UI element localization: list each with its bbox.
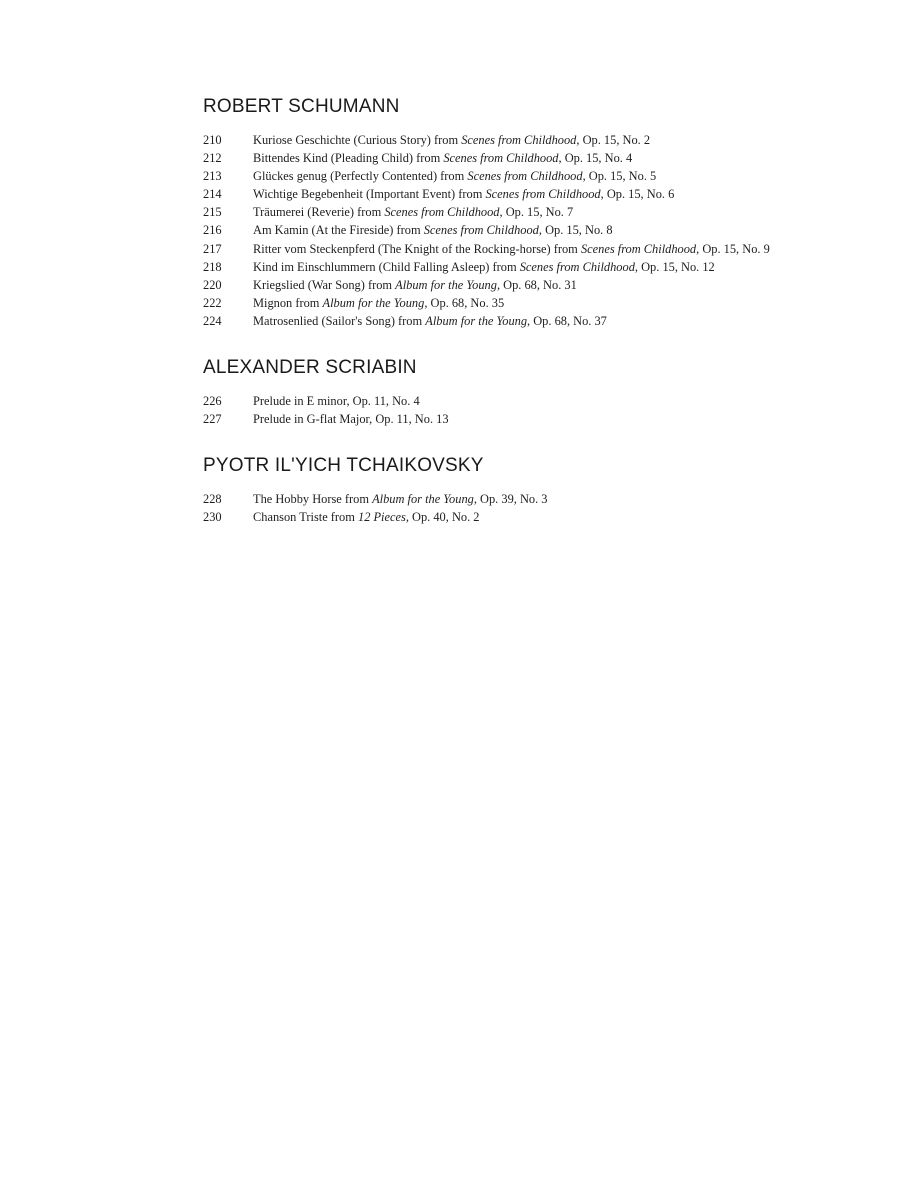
- piece-title: The Hobby Horse from Album for the Young, Op. 39, No. 3: [253, 492, 548, 506]
- page-number: 224: [203, 313, 222, 328]
- piece-title: Prelude in G-flat Major, Op. 11, No. 13: [253, 412, 449, 427]
- list-item: [203, 167, 883, 185]
- source-title: Album for the Young: [372, 492, 474, 506]
- page-number: 218: [203, 259, 222, 274]
- list-item: [203, 221, 883, 239]
- source-title: Scenes from Childhood: [519, 259, 635, 274]
- source-title: Album for the Young: [322, 295, 425, 310]
- source-title: Scenes from Childhood: [461, 133, 577, 147]
- page-number: 210: [203, 133, 222, 147]
- list-item: [203, 203, 883, 221]
- piece-title: Chanson Triste from 12 Pieces, Op. 40, No. 2: [253, 510, 480, 525]
- piece-title: Matrosenlied (Sailor's Song) from Album for the Young, Op. 68, No. 37: [253, 313, 607, 328]
- source-title: Scenes from Childhood: [423, 223, 539, 238]
- piece-title: Prelude in E minor, Op. 11, No. 4: [253, 394, 420, 408]
- list-item: [203, 185, 883, 203]
- composer-section-schumann: [203, 96, 883, 330]
- source-title: Album for the Young: [395, 277, 497, 292]
- page-number: 228: [203, 492, 222, 506]
- list-item: [203, 508, 883, 526]
- composer-heading: ALEXANDER SCRIABIN: [203, 357, 417, 378]
- list-item: [203, 312, 883, 330]
- composer-section-scriabin: [203, 357, 883, 428]
- page-number: 220: [203, 277, 222, 292]
- source-title: Scenes from Childhood: [485, 187, 601, 202]
- page-number: 215: [203, 205, 222, 220]
- list-item: [203, 392, 883, 410]
- page-number: 230: [203, 510, 222, 525]
- piece-title: Wichtige Begebenheit (Important Event) from Scenes from Childhood, Op. 15, No. 6: [253, 187, 675, 202]
- source-title: Scenes from Childhood: [384, 205, 500, 220]
- piece-title: Ritter vom Steckenpferd (The Knight of the Rocking-horse) from Scenes from Childhood, Op. 15, No. 9: [253, 241, 770, 256]
- page-number: 214: [203, 187, 222, 202]
- page-number: 213: [203, 169, 222, 184]
- composer-heading: ROBERT SCHUMANN: [203, 96, 400, 117]
- piece-title: Bittendes Kind (Pleading Child) from Scenes from Childhood, Op. 15, No. 4: [253, 151, 633, 166]
- list-item: [203, 240, 883, 258]
- list-item: [203, 490, 883, 508]
- piece-title: Träumerei (Reverie) from Scenes from Childhood, Op. 15, No. 7: [253, 205, 574, 220]
- piece-title: Kuriose Geschichte (Curious Story) from Scenes from Childhood, Op. 15, No. 2: [253, 133, 651, 147]
- piece-title: Kriegslied (War Song) from Album for the Young, Op. 68, No. 31: [253, 277, 577, 292]
- list-item: [203, 276, 883, 294]
- page-number: 222: [203, 295, 222, 310]
- source-title: 12 Pieces: [358, 510, 406, 525]
- page-number: 217: [203, 241, 222, 256]
- page-number: 216: [203, 223, 222, 238]
- list-item: [203, 149, 883, 167]
- page-number: 226: [203, 394, 222, 408]
- source-title: Scenes from Childhood: [467, 169, 583, 184]
- page-number: 212: [203, 151, 222, 166]
- source-title: Scenes from Childhood: [580, 241, 697, 256]
- source-title: Album for the Young: [425, 313, 528, 328]
- composer-heading: PYOTR IL'YICH TCHAIKOVSKY: [203, 455, 484, 476]
- piece-title: Mignon from Album for the Young, Op. 68, No. 35: [253, 295, 505, 310]
- list-item: [203, 410, 883, 428]
- piece-title: Glückes genug (Perfectly Contented) from Scenes from Childhood, Op. 15, No. 5: [253, 169, 657, 184]
- piece-title: Kind im Einschlummern (Child Falling Asleep) from Scenes from Childhood, Op. 15, No. 12: [253, 259, 715, 274]
- source-title: Scenes from Childhood: [443, 151, 559, 166]
- composer-section-tchaikovsky: [203, 455, 883, 526]
- list-item: [203, 294, 883, 312]
- list-item: [203, 258, 883, 276]
- piece-title: Am Kamin (At the Fireside) from Scenes from Childhood, Op. 15, No. 8: [253, 223, 613, 238]
- page-number: 227: [203, 412, 222, 427]
- list-item: [203, 131, 883, 149]
